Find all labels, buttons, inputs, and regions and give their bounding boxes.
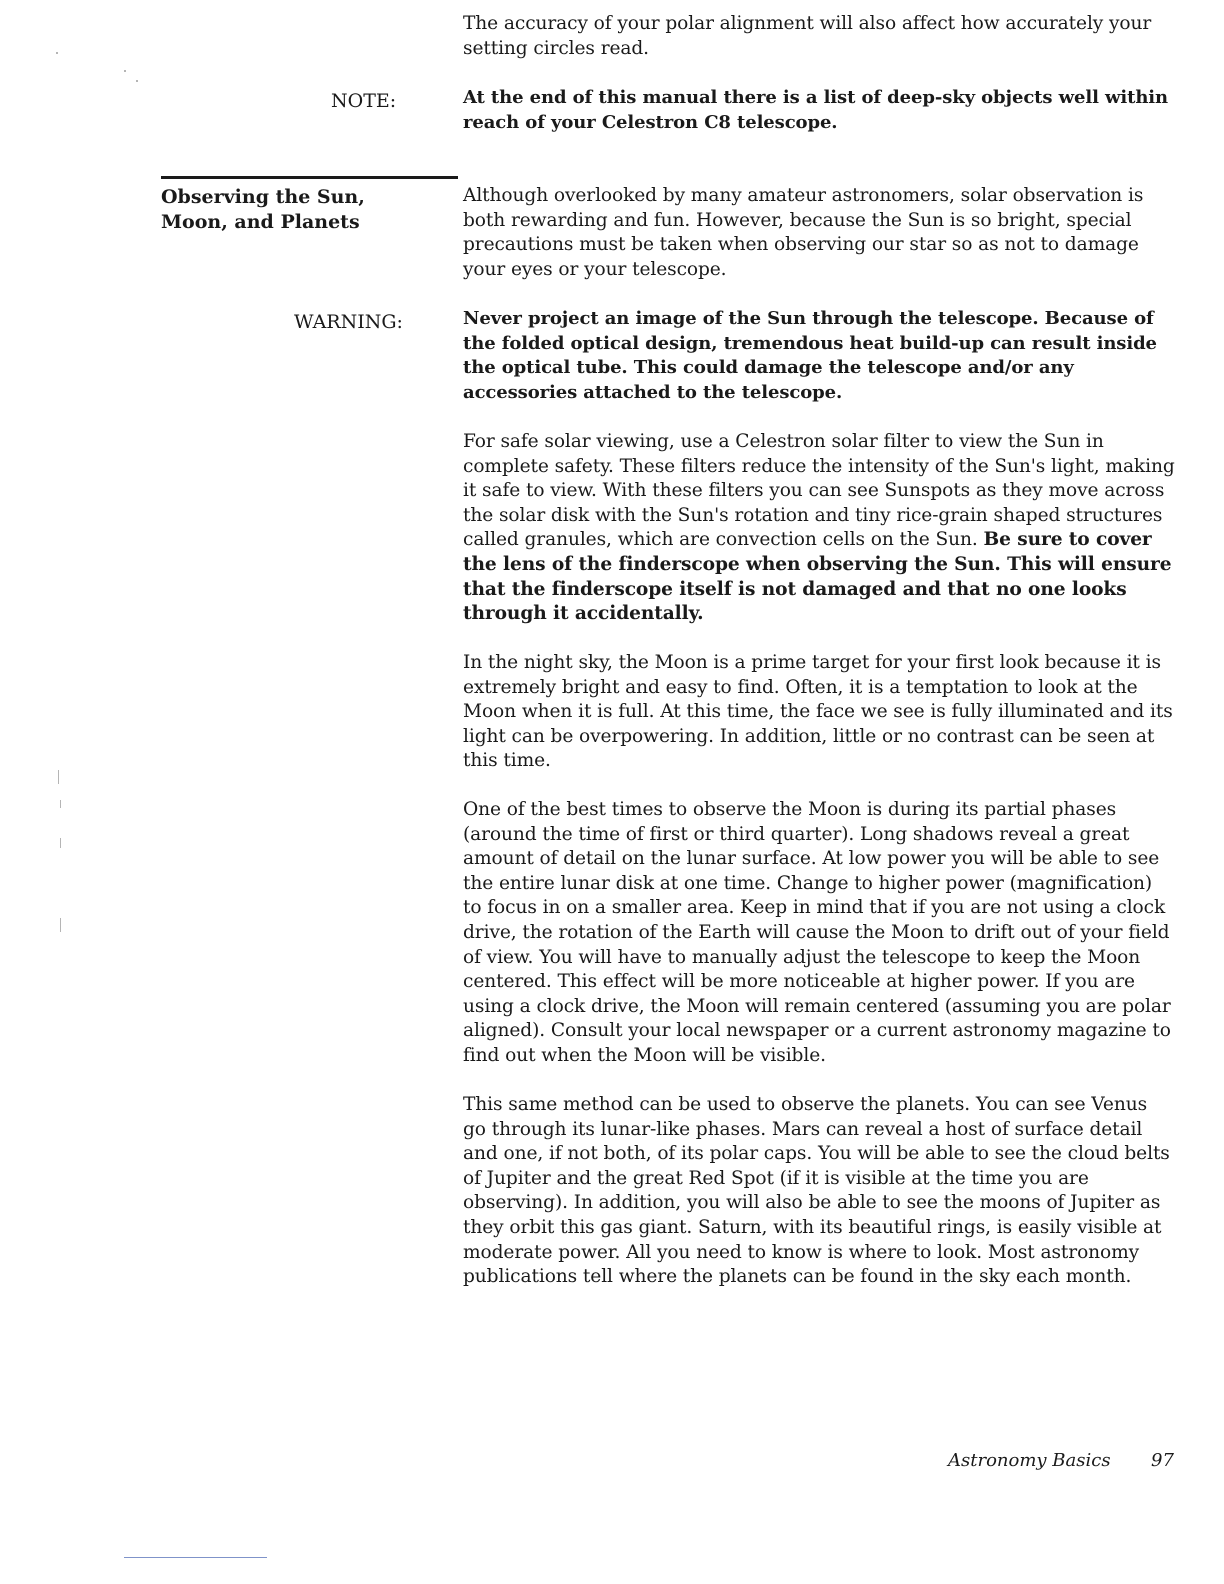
note-label: NOTE: (331, 90, 397, 112)
scan-mark (60, 800, 61, 808)
warning-text: Never project an image of the Sun through the telescope. Because of the folded optical design, tremendous heat build-up can result inside the optical tube. This could damage the telescope and/or any accessories attached to the telescope. (463, 308, 1157, 403)
section-heading-line1: Observing the Sun, (161, 186, 365, 208)
scan-mark (136, 80, 138, 82)
section-divider (161, 176, 458, 179)
warning-label: WARNING: (294, 311, 403, 333)
bottom-link-underline (124, 1557, 267, 1558)
solar-intro-paragraph: Although overlooked by many amateur astronomers, solar observation is both rewarding and fun. However, because the Sun is so bright, special precautions must be taken when observing our star so as not to damage your eyes or your telescope. (463, 185, 1144, 280)
planets-paragraph: This same method can be used to observe the planets. You can see Venus go through its lunar-like phases. Mars can reveal a host of surface detail and one, if not both, of its polar caps. You will be able to see the cloud belts of Jupiter and the great Red Spot (if it is visible at the time you are observing). In addition, you will also be able to see the moons of Jupiter as they orbit this gas giant. Saturn, with its beautiful rings, is easily visible at moderate power. All you need to know is where to look. Most astronomy publications tell where the planets can be found in the sky each month. (463, 1094, 1170, 1288)
scan-mark (60, 838, 61, 848)
section-heading (161, 185, 431, 234)
scan-mark (56, 52, 58, 54)
intro-paragraph: The accuracy of your polar alignment will also affect how accurately your setting circles read. (463, 13, 1152, 59)
solar-filter-paragraph (463, 430, 1175, 627)
scan-mark (124, 70, 126, 72)
solar-filter-text: For safe solar viewing, use a Celestron solar filter to view the Sun in complete safety. These filters reduce the intensity of the Sun's light, making it safe to view. With these filters you can see Sunspots as they move across the solar disk with the Sun's rotation and tiny rice-grain shaped structures called granules, which are convection cells on the Sun. (463, 431, 1175, 551)
note-text: At the end of this manual there is a list of deep-sky objects well within reach of your Celestron C8 telescope. (463, 87, 1169, 133)
footer-title: Astronomy Basics (948, 1450, 1111, 1471)
moon-intro-paragraph: In the night sky, the Moon is a prime target for your first look because it is extremely bright and easy to find. Often, it is a temptation to look at the Moon when it is full. At this time, the face we see is fully illuminated and its light can be overpowering. In addition, little or no contrast can be seen at this time. (463, 652, 1173, 772)
section-heading-line2: Moon, and Planets (161, 210, 360, 233)
page-number: 97 (1151, 1450, 1174, 1471)
finderscope-caution-text: Be sure to cover the lens of the finderscope when observing the Sun. This will ensure that the finderscope itself is not damaged and that no one looks through it accidentally. (463, 529, 1172, 625)
moon-phases-paragraph: One of the best times to observe the Moon is during its partial phases (around the time of first or third quarter). Long shadows reveal a great amount of detail on the lunar surface. At low power you will be able to see the entire lunar disk at one time. Change to higher power (magnification) to focus in on a smaller area. Keep in mind that if you are not using a clock drive, the rotation of the Earth will cause the Moon to drift out of your field of view. You will have to manually adjust the telescope to keep the Moon centered. This effect will be more noticeable at higher power. If you are using a clock drive, the Moon will remain centered (assuming you are polar aligned). Consult your local newspaper or a current astronomy magazine to find out when the Moon will be visible. (463, 799, 1171, 1066)
scan-mark (60, 918, 61, 932)
scan-mark (58, 770, 59, 784)
